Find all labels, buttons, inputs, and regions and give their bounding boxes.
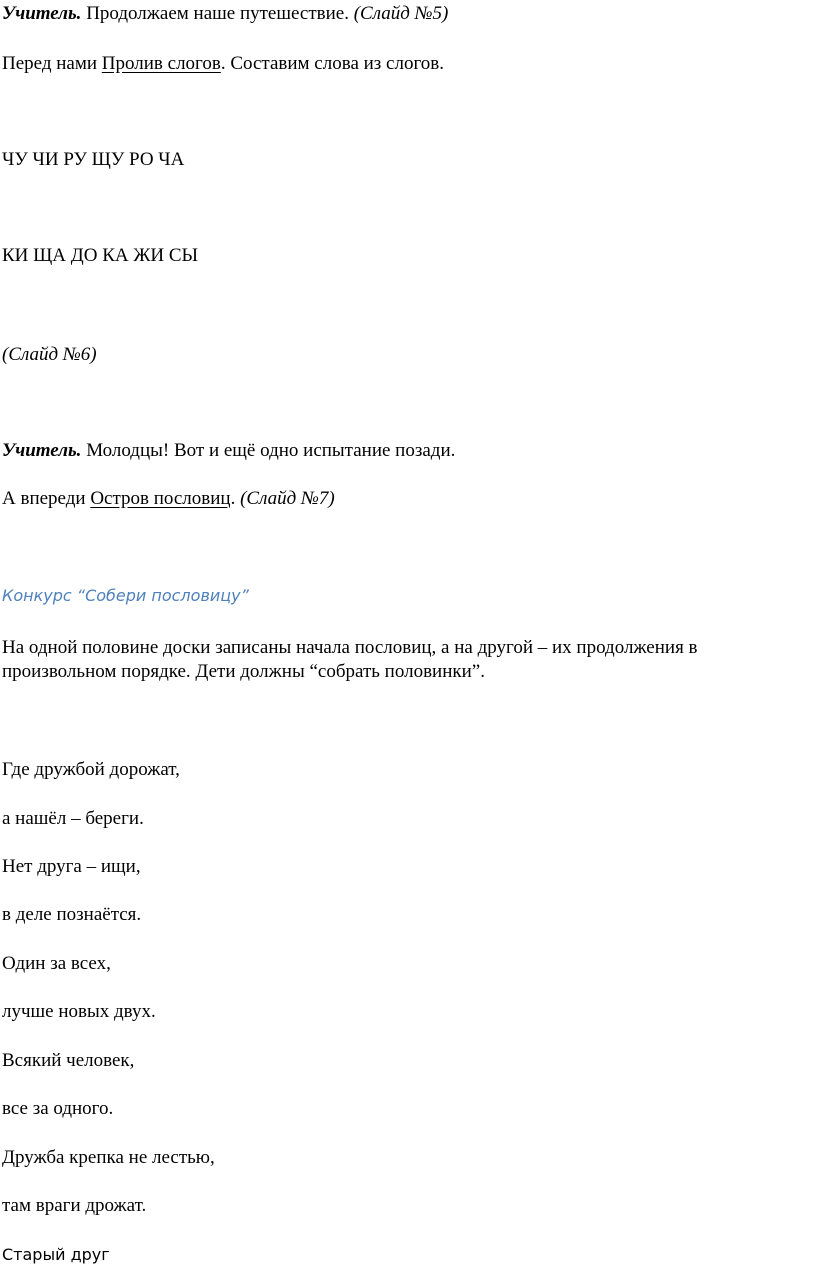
speaker-label: Учитель. (2, 3, 82, 24)
slide-ref: (Слайд №7) (240, 488, 335, 509)
text-suffix: . Составим слова из слогов. (220, 53, 445, 74)
teacher-text: Молодцы! Вот и ещё одно испытание позади. (81, 440, 456, 461)
proverb-part: в деле познаётся. (2, 904, 142, 925)
proverb-part: Нет друга – ищи, (2, 856, 141, 877)
proverb-part: Где дружбой дорожат, (2, 759, 180, 780)
teacher-text: Продолжаем наше путешествие. (81, 3, 354, 24)
contest-heading: Конкурс “Собери пословицу” (2, 586, 249, 605)
place-name: Остров пословиц (90, 488, 231, 509)
proverb-part: а нашёл – береги. (2, 808, 144, 829)
text-prefix: А впереди (2, 488, 91, 509)
speaker-label: Учитель. (2, 440, 82, 461)
strait-line (2, 52, 444, 76)
proverb-part: там враги дрожат. (2, 1195, 147, 1216)
instructions-paragraph: На одной половине доски записаны начала пословиц, а на другой – их продолжения в произвольном порядке. Дети должны “собрать половинки”. (2, 637, 698, 682)
proverb-part: все за одного. (2, 1098, 114, 1119)
place-name: Пролив слогов (101, 53, 221, 74)
slide-ref: (Слайд №5) (353, 3, 449, 24)
syllables-row-1: ЧУ ЧИ РУ ЩУ РО ЧА (2, 149, 185, 170)
proverb-part: Один за всех, (2, 953, 111, 974)
syllables-row-2: КИ ЩА ДО КА ЖИ СЫ (2, 245, 199, 266)
text-prefix: Перед нами (2, 53, 102, 74)
proverb-part-partial: Старый друг (2, 1245, 110, 1264)
text-dot: . (230, 488, 241, 509)
teacher-line-2 (2, 439, 455, 463)
proverb-part: Дружба крепка не лестью, (2, 1147, 215, 1168)
slide-ref-6: (Слайд №6) (2, 344, 97, 365)
proverb-part: лучше новых двух. (2, 1001, 156, 1022)
proverb-part: Всякий человек, (2, 1050, 135, 1071)
teacher-line-1 (2, 2, 448, 26)
island-line (2, 487, 335, 511)
